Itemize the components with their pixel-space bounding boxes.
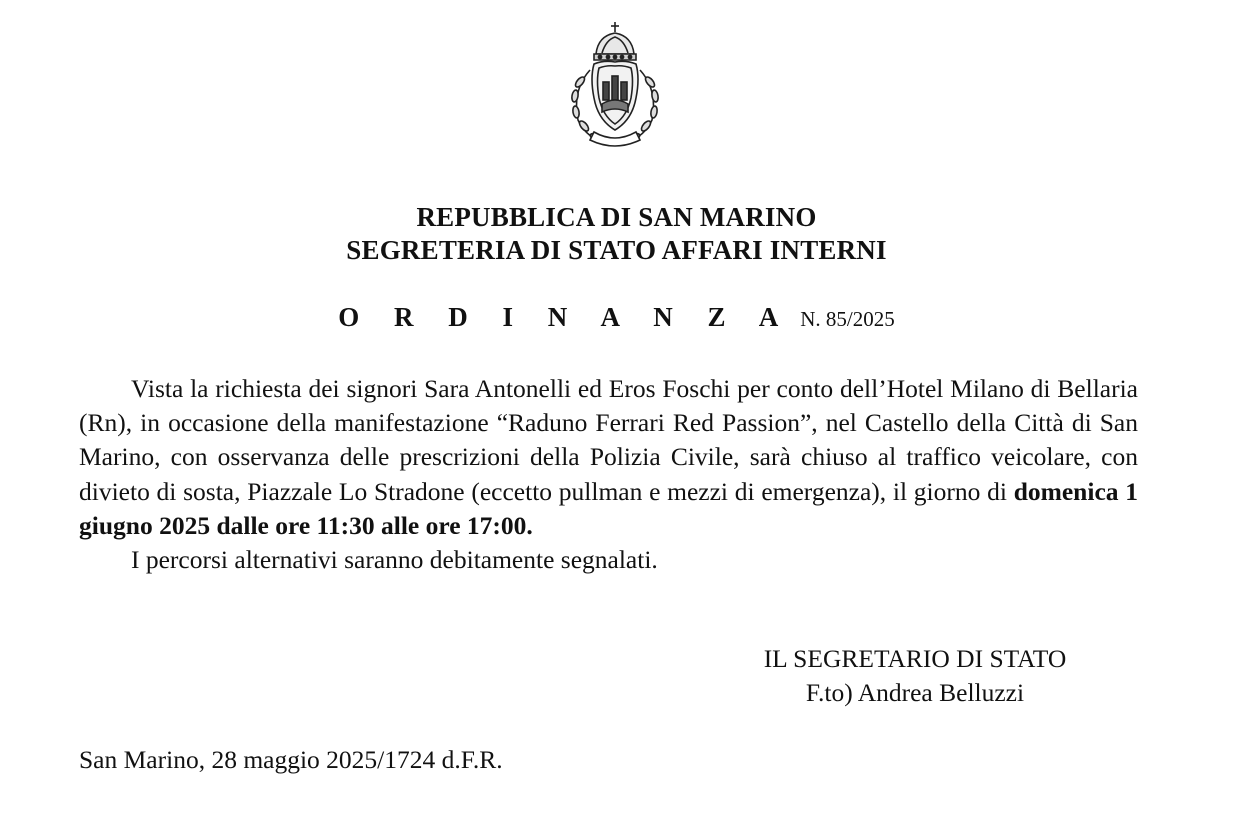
header-republic: REPUBBLICA DI SAN MARINO xyxy=(416,202,817,232)
body-paragraph-2: I percorsi alternativi saranno debitamente segnalati. xyxy=(131,545,658,575)
signature-name: F.to) Andrea Belluzzi xyxy=(805,678,1025,707)
ordinance-title: O R D I N A N Z A xyxy=(338,302,793,332)
ordinance-number: N. 85/2025 xyxy=(800,307,895,331)
body-paragraph-1 xyxy=(79,372,1138,543)
signature-block xyxy=(715,642,1115,710)
san-marino-coat-of-arms-icon xyxy=(556,20,674,154)
document-date: San Marino, 28 maggio 2025/1724 d.F.R. xyxy=(79,745,503,774)
signature-title: IL SEGRETARIO DI STATO xyxy=(763,644,1067,673)
ordinance-title-row xyxy=(0,302,1233,333)
header-secretariat: SEGRETERIA DI STATO AFFARI INTERNI xyxy=(346,235,887,265)
ordinance-body xyxy=(79,372,1138,577)
body-paragraph-1-text: Vista la richiesta dei signori Sara Antonelli ed Eros Foschi per conto dell’Hotel Milano di Bellaria (Rn), in occasione della manifestazione “Raduno Ferrari Red Passion”, nel Castello della Città di San Marino, con osservanza delle prescrizioni della Polizia Civile, sarà chiuso al traffico veicolare, con divieto di sosta, Piazzale Lo Stradone (eccetto pullman e mezzi di emergenza), il giorno di xyxy=(79,374,1138,506)
closure-date-time: domenica 1 giugno 2025 dalle ore 11:30 alle ore 17:00. xyxy=(79,476,1139,540)
